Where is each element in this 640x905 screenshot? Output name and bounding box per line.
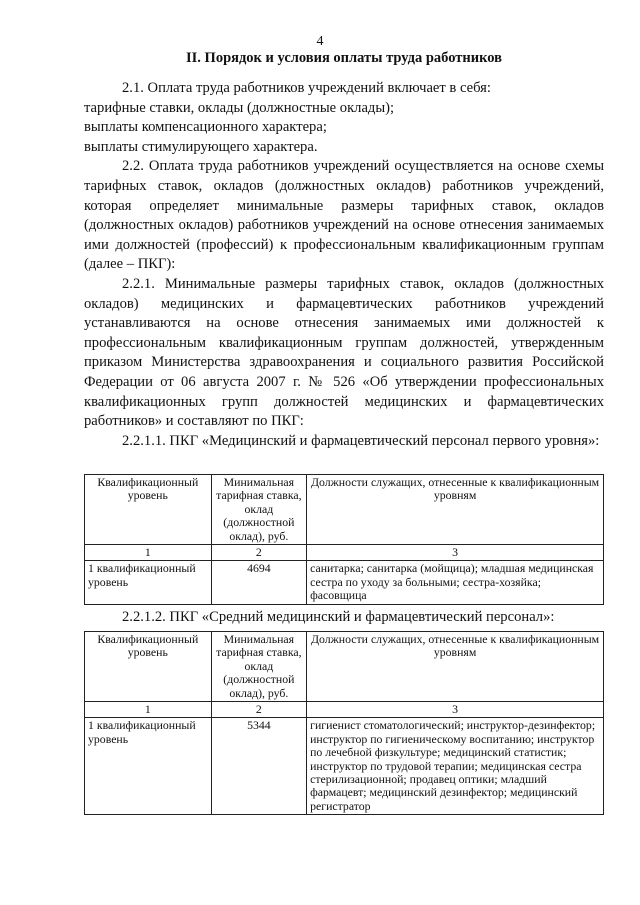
cell-salary: 5344 [211,718,306,815]
table-number-row [85,545,604,561]
header-qual-level: Квалификационный уровень [85,632,212,702]
cell-level: 1 квалификационный уровень [85,561,212,604]
header-qual-level: Квалификационный уровень [85,475,212,545]
header-min-salary: Минимальная тарифная ставка, оклад (должностной оклад), руб. [211,632,306,702]
header-positions: Должности служащих, отнесенные к квалификационным уровням [307,632,604,702]
body-text-block [84,79,604,451]
body-text-block [84,608,604,628]
cell-salary: 4694 [211,561,306,604]
column-number: 2 [211,545,306,561]
column-number: 3 [307,702,604,718]
section-title: II. Порядок и условия оплаты труда работников [186,50,502,66]
list-item-compensation: выплаты компенсационного характера; [84,119,327,136]
list-item-incentive: выплаты стимулирующего характера. [84,138,318,155]
paragraph-2-2-1: 2.2.1. Минимальные размеры тарифных ставок, окладов (должностных окладов) медицинских и фармацевтических работников учреждений устанавливаются на основе отнесения занимаемых ими должностей к профессиональным квалификационным группам должностей, утвержденным приказом Министерства здравоохранения и социального развития Российской Федерации от 06 августа 2007 г. № 526 «Об утверждении профессиональных квалификационных групп должностей медицинских и фармацевтических работников» и составляют по ПКГ: [84,275,604,430]
table-number-row [85,702,604,718]
paragraph-2-2-1-2: 2.2.1.2. ПКГ «Средний медицинский и фармацевтический персонал»: [122,609,555,625]
paragraph-2-1: 2.1. Оплата труда работников учреждений включает в себя: [122,80,491,96]
header-positions: Должности служащих, отнесенные к квалификационным уровням [307,475,604,545]
list-item-tariff: тарифные ставки, оклады (должностные оклады); [84,99,395,116]
column-number: 3 [307,545,604,561]
pkg-table-first-level [84,474,604,605]
header-min-salary: Минимальная тарифная ставка, оклад (должностной оклад), руб. [211,475,306,545]
cell-positions: гигиенист стоматологический; инструктор-дезинфектор; инструктор по гигиеническому воспитанию; инструктор по лечебной физкультуре; медицинский статистик; инструктор по трудовой терапии; медицинская сестра стерилизационной; продавец оптики; младший фармацевт; медицинский дезинфектор; медицинский регистратор [307,718,604,815]
table-row [85,718,604,815]
cell-level: 1 квалификационный уровень [85,718,212,815]
column-number: 2 [211,702,306,718]
paragraph-2-2: 2.2. Оплата труда работников учреждений осуществляется на основе схемы тарифных ставок, окладов (должностных окладов) работников учреждений, которая определяет минимальные размеры тарифных ставок, окладов (должностных окладов) работников учреждений на основе отнесения занимаемых ими должностей (профессий) к профессиональным квалификационным группам (далее – ПКГ): [84,158,604,273]
column-number: 1 [85,545,212,561]
pkg-table-middle-level [84,631,604,815]
table-row [85,561,604,604]
page-number: 4 [316,34,324,49]
paragraph-2-2-1-1: 2.2.1.1. ПКГ «Медицинский и фармацевтический персонал первого уровня»: [122,432,600,449]
column-number: 1 [85,702,212,718]
table-header-row [85,632,604,702]
table-header-row [85,475,604,545]
cell-positions: санитарка; санитарка (мойщица); младшая медицинская сестра по уходу за больными; сестра-хозяйка; фасовщица [307,561,604,604]
